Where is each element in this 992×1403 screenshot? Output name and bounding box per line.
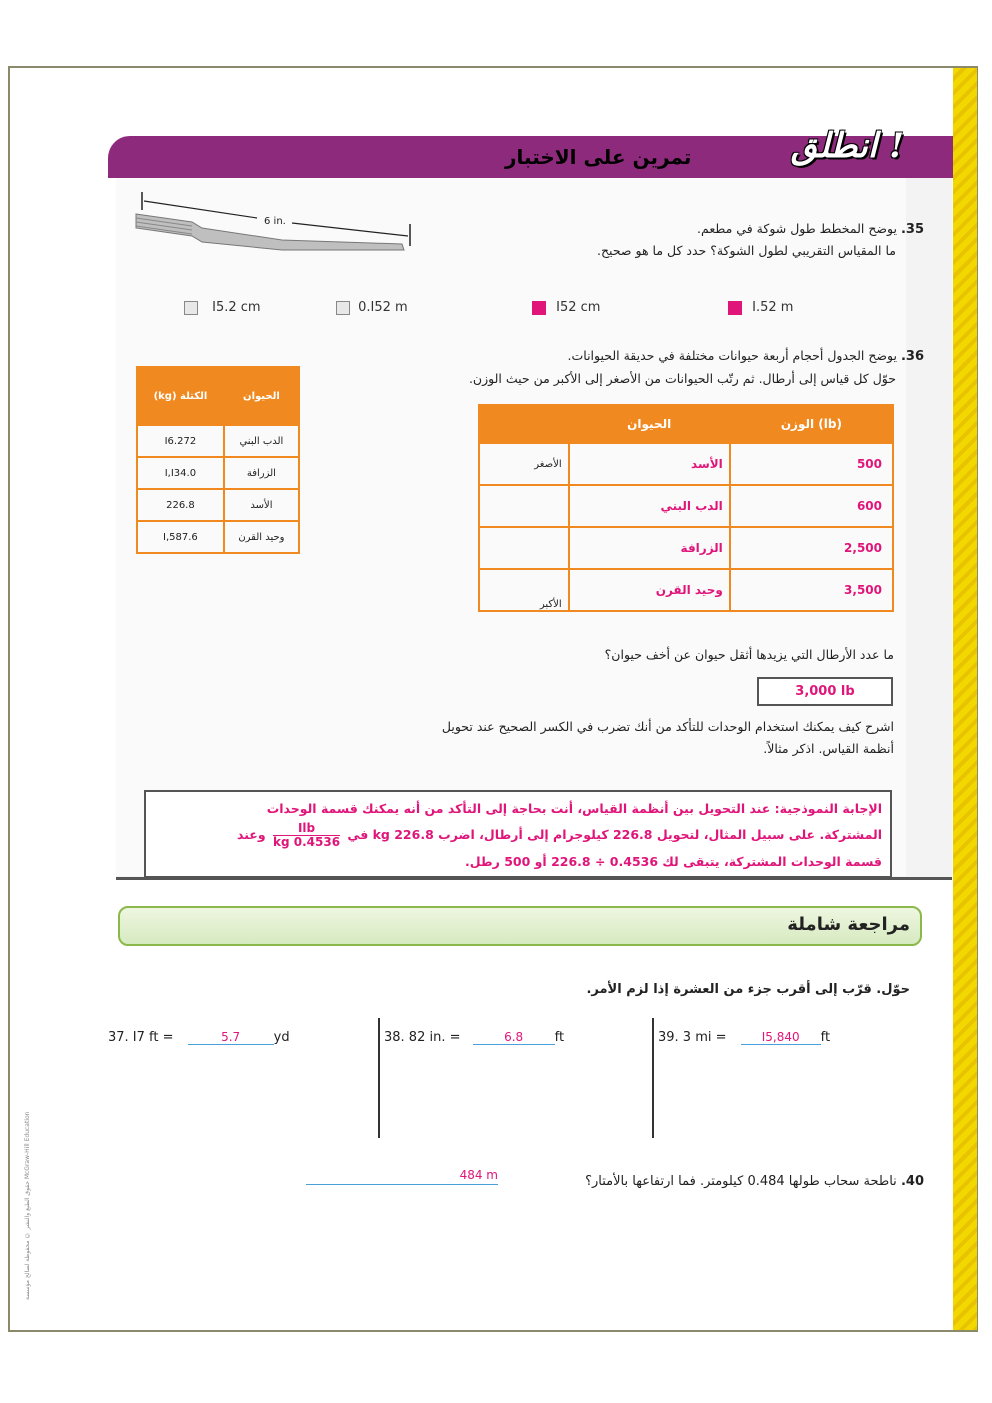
rank-cell: الأكبر: [479, 569, 569, 611]
weight-table-header-rank: [479, 405, 569, 443]
weight-table-header-weight: الوزن (lb): [730, 405, 893, 443]
weight-cell[interactable]: 600: [730, 485, 893, 527]
q35-option-1[interactable]: [184, 300, 261, 315]
table-row: [479, 485, 893, 527]
table-cell: 226.8: [137, 489, 224, 521]
ex37-unit: yd: [273, 1030, 290, 1045]
ex38-answer[interactable]: 6.8: [473, 1030, 555, 1045]
q35-line2: ما المقياس التقريبي لطول الشوكة؟ حدد كل ما هو صحيح.: [597, 243, 896, 258]
checkbox-icon[interactable]: [728, 301, 742, 315]
table-cell: الدب البني: [224, 425, 299, 457]
q35-text: يوضح المخطط طول شوكة في مطعم.: [697, 221, 897, 236]
table-row: [137, 425, 299, 457]
conversion-fraction: [273, 822, 340, 849]
ex37-prompt: 37. I7 ft =: [108, 1030, 174, 1045]
table-cell: الزرافة: [224, 457, 299, 489]
q36-explain-line1: اشرح كيف يمكنك استخدام الوحدات للتأكد من أنك تضرب في الكسر الصحيح عند تحويل: [441, 719, 894, 734]
table-row: [479, 527, 893, 569]
model-answer-line2: [154, 822, 882, 849]
divider: [378, 1018, 380, 1138]
option-label: 0.I52 m: [358, 300, 408, 315]
q36-difference-question: ما عدد الأرطال التي يزيدها أثقل حيوان عن أخف حيوان؟: [604, 647, 894, 662]
animal-cell[interactable]: الدب البني: [569, 485, 730, 527]
animal-cell[interactable]: الأسد: [569, 443, 730, 485]
q35-option-4[interactable]: [728, 300, 793, 315]
q36-line1: [364, 345, 924, 367]
mass-table-header-animal: الحيوان: [224, 367, 299, 425]
exercise-40: [504, 1174, 924, 1189]
q36-difference-answer[interactable]: 3,000 lb: [757, 677, 893, 706]
checkbox-icon[interactable]: [532, 301, 546, 315]
rank-cell: الأصغر: [479, 443, 569, 485]
banner-subtitle: تمرين على الاختبار: [505, 145, 692, 169]
q36-number: 36.: [900, 349, 924, 364]
animal-cell[interactable]: وحيد القرن: [569, 569, 730, 611]
review-instruction: حوّل. قرّب إلى أقرب جزء من العشرة إذا لزم الأمر.: [586, 982, 910, 997]
copyright-side-text: حقوق الطبع والنشر © محفوظة لصالح مؤسسة McGraw-Hill Education: [24, 1111, 31, 1300]
q36-explain-line2: أنظمة القياس. اذكر مثالاً.: [763, 741, 894, 756]
q35-number: 35.: [900, 222, 924, 237]
model-answer-line2-end: وعند: [236, 827, 266, 842]
table-row: [137, 489, 299, 521]
q35-line1: [364, 218, 924, 240]
q36-text: يوضح الجدول أحجام أربعة حيوانات مختلفة في حديقة الحيوانات.: [567, 348, 897, 363]
divider: [652, 1018, 654, 1138]
option-label: I52 cm: [556, 300, 601, 315]
table-cell: وحيد القرن: [224, 521, 299, 553]
table-cell: I,I34.0: [137, 457, 224, 489]
table-row: [479, 443, 893, 485]
checkbox-icon[interactable]: [336, 301, 350, 315]
ex38-prompt: 38. 82 in. =: [384, 1030, 461, 1045]
model-answer-line1: الإجابة النموذجية: عند التحويل بين أنظمة القياس، أنت بحاجة إلى التأكد من أنه يمكنك قسمة الوحدات: [266, 801, 882, 816]
exercise-39: [658, 1030, 830, 1045]
weight-table-header-animal: الحيوان: [569, 405, 730, 443]
option-label: I5.2 cm: [212, 300, 261, 315]
animal-cell[interactable]: الزرافة: [569, 527, 730, 569]
review-title: مراجعة شاملة: [787, 914, 910, 935]
q35-option-3[interactable]: [532, 300, 600, 315]
ex39-unit: ft: [820, 1030, 831, 1045]
fraction-numerator: Ilb: [273, 822, 340, 836]
model-answer-line3: قسمة الوحدات المشتركة، يتبقى لك 0.4536 ÷ 226.8 أو 500 رطل.: [464, 854, 882, 869]
decorative-strip: [953, 68, 977, 1330]
q36-line2: حوّل كل قياس إلى أرطال. ثم رتّب الحيوانات من الأصغر إلى الأكبر من حيث الوزن.: [468, 371, 896, 386]
checkbox-icon[interactable]: [184, 301, 198, 315]
ex38-unit: ft: [554, 1030, 565, 1045]
table-cell: 272.I6: [137, 425, 224, 457]
mass-table-header-mass: الكتلة (kg): [137, 367, 224, 425]
ex40-text: ناطحة سحاب طولها 0.484 كيلومتر. فما ارتفاعها بالأمتار؟: [585, 1174, 897, 1189]
model-answer-box[interactable]: [144, 790, 892, 878]
weight-cell[interactable]: 3,500: [730, 569, 893, 611]
table-cell: I,587.6: [137, 521, 224, 553]
rank-cell: [479, 485, 569, 527]
weight-cell[interactable]: 2,500: [730, 527, 893, 569]
rank-cell: [479, 527, 569, 569]
table-cell: الأسد: [224, 489, 299, 521]
ex39-answer[interactable]: I5,840: [741, 1030, 821, 1045]
exercise-37: [108, 1030, 290, 1045]
q35-option-2[interactable]: [336, 300, 408, 315]
weight-cell[interactable]: 500: [730, 443, 893, 485]
table-row: [479, 569, 893, 611]
exercise-38: [384, 1030, 564, 1045]
banner-title: انطلق !: [790, 126, 904, 166]
ex40-answer-line[interactable]: [306, 1166, 498, 1185]
fraction-denominator: 0.4536 kg: [272, 835, 341, 849]
table-row: [137, 521, 299, 553]
option-label: I.52 m: [752, 300, 794, 315]
model-answer-line2-text: المشتركة. على سبيل المثال، لتحويل 226.8 كيلوجرام إلى أرطال، اضرب 226.8 kg في: [347, 827, 882, 842]
table-row: [137, 457, 299, 489]
ex37-answer[interactable]: 5.7: [188, 1030, 274, 1045]
ex40-answer: 484 m: [459, 1168, 498, 1182]
ex40-number: 40.: [900, 1174, 924, 1189]
ex39-prompt: 39. 3 mi =: [658, 1030, 727, 1045]
weight-order-table: [478, 404, 894, 612]
fork-measure-label: 6 in.: [264, 216, 286, 227]
mass-table: [136, 366, 300, 554]
